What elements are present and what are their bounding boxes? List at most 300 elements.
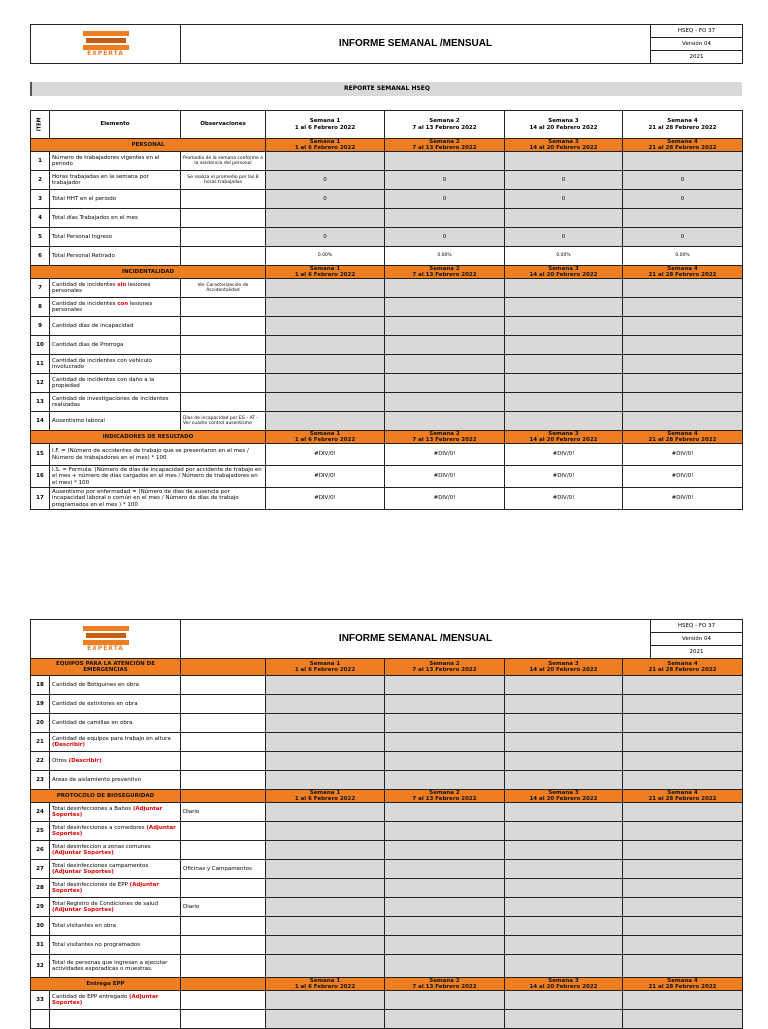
value-cell[interactable] — [266, 771, 385, 790]
value-cell[interactable] — [505, 936, 623, 955]
value-cell[interactable] — [266, 152, 385, 171]
value-cell[interactable] — [266, 279, 385, 298]
table-cell — [181, 317, 266, 336]
table-cell — [181, 991, 266, 1010]
cell-text: 14 al 20 Febrero 2022 — [529, 984, 598, 990]
table-cell: 1 — [31, 152, 50, 171]
cell-text: Total desinfeccion a zonas comunes — [52, 843, 151, 850]
value-cell[interactable] — [385, 393, 505, 412]
table-cell: 2 — [31, 171, 50, 190]
table-cell — [623, 790, 743, 803]
section-indicadores — [31, 431, 743, 444]
table-cell: #DIV/0! — [266, 488, 385, 510]
value-cell[interactable] — [505, 676, 623, 695]
value-cell[interactable] — [505, 822, 623, 841]
cell-text: Semana 1 — [309, 266, 341, 272]
table-row — [31, 336, 743, 355]
table-cell: 11 — [31, 355, 50, 374]
value-cell[interactable] — [266, 860, 385, 879]
value-cell[interactable] — [266, 917, 385, 936]
value-cell[interactable] — [266, 803, 385, 822]
cell-text: Semana 4 — [667, 118, 698, 124]
table-cell: #DIV/0! — [266, 466, 385, 488]
value-cell[interactable] — [505, 733, 623, 752]
value-cell[interactable] — [266, 412, 385, 431]
value-cell[interactable] — [505, 412, 623, 431]
value-cell[interactable] — [623, 374, 743, 393]
table-row — [31, 676, 743, 695]
value-cell[interactable] — [266, 955, 385, 978]
value-cell[interactable] — [266, 676, 385, 695]
cell-text: Semana 2 — [429, 978, 460, 984]
value-cell[interactable] — [623, 355, 743, 374]
column-header-row — [31, 111, 743, 139]
value-cell[interactable] — [505, 714, 623, 733]
cell-text: Semana 3 — [548, 431, 579, 437]
value-cell[interactable] — [505, 955, 623, 978]
value-cell[interactable] — [623, 279, 743, 298]
value-cell[interactable] — [266, 355, 385, 374]
value-cell[interactable] — [385, 860, 505, 879]
table-cell: #DIV/0! — [505, 488, 623, 510]
table-cell — [623, 266, 743, 279]
cell-text: 21 al 28 Febrero 2022 — [648, 667, 717, 673]
table-cell: INDICADORES DE RESULTADO — [31, 431, 266, 444]
table-row — [31, 466, 743, 488]
value-cell[interactable] — [623, 917, 743, 936]
value-cell[interactable] — [385, 917, 505, 936]
table-cell — [266, 139, 385, 152]
value-cell[interactable] — [385, 841, 505, 860]
cell-text: Semana 3 — [548, 790, 579, 796]
value-cell[interactable]: 0 — [385, 171, 505, 190]
value-cell[interactable] — [505, 695, 623, 714]
value-cell[interactable] — [266, 374, 385, 393]
table-cell — [181, 790, 266, 803]
table-cell: Total días Trabajados en el mes — [50, 209, 181, 228]
value-cell[interactable] — [385, 209, 505, 228]
table-cell: 18 — [31, 676, 50, 695]
table-row — [31, 228, 743, 247]
table-cell — [50, 803, 181, 822]
table-cell: #DIV/0! — [385, 466, 505, 488]
week4-header — [623, 111, 743, 139]
cell-text: 21 al 28 Febrero 2022 — [648, 437, 717, 443]
page2-header — [30, 619, 743, 659]
value-cell[interactable]: 0 — [623, 190, 743, 209]
table-row — [31, 355, 743, 374]
table-cell: 23 — [31, 771, 50, 790]
table-cell — [181, 676, 266, 695]
table-cell — [385, 139, 505, 152]
table-cell — [50, 752, 181, 771]
value-cell[interactable] — [266, 393, 385, 412]
table-row — [31, 412, 743, 431]
table-cell: 3 — [31, 190, 50, 209]
table-cell: 30 — [31, 917, 50, 936]
cell-text: 7 al 13 Febrero 2022 — [412, 667, 477, 673]
value-cell[interactable] — [623, 209, 743, 228]
value-cell[interactable]: 0 — [623, 171, 743, 190]
value-cell[interactable] — [385, 879, 505, 898]
table-cell — [181, 714, 266, 733]
highlight-text: sin — [117, 281, 127, 288]
value-cell[interactable] — [505, 841, 623, 860]
cell-text: Semana 3 — [548, 139, 579, 145]
cell-text: 1 al 6 Febrero 2022 — [294, 667, 356, 673]
table-row — [31, 317, 743, 336]
cell-text: Semana 1 — [309, 139, 341, 145]
table-cell: Total de personas que ingresan a ejecutar actividades esporadicas o muestras. — [50, 955, 181, 978]
value-cell[interactable] — [266, 879, 385, 898]
value-cell[interactable] — [505, 771, 623, 790]
value-cell[interactable] — [623, 714, 743, 733]
logo-text: EXPERTA — [87, 645, 124, 653]
table-cell: Total visitantes no programados — [50, 936, 181, 955]
value-cell[interactable]: 0 — [266, 190, 385, 209]
value-cell[interactable] — [623, 841, 743, 860]
value-cell[interactable] — [505, 279, 623, 298]
value-cell[interactable] — [266, 298, 385, 317]
value-cell[interactable] — [266, 317, 385, 336]
value-cell[interactable]: 0 — [266, 171, 385, 190]
table-cell — [181, 917, 266, 936]
cell-text: 21 al 28 Febrero 2022 — [648, 272, 717, 278]
table-cell: #DIV/0! — [385, 444, 505, 466]
table-cell: Total Personal Retirado — [50, 247, 181, 266]
table-cell: 9 — [31, 317, 50, 336]
table-row — [31, 898, 743, 917]
value-cell[interactable] — [623, 752, 743, 771]
table-row — [31, 733, 743, 752]
value-cell[interactable] — [385, 676, 505, 695]
value-cell[interactable] — [385, 355, 505, 374]
value-cell[interactable] — [505, 879, 623, 898]
table-cell: 12 — [31, 374, 50, 393]
cell-text: Semana 2 — [429, 139, 460, 145]
table-cell: Cantidad de incidentes con daño a la propiedad — [50, 374, 181, 393]
cell-text: 7 al 13 Febrero 2022 — [412, 437, 477, 443]
table-cell — [623, 431, 743, 444]
value-cell[interactable] — [623, 336, 743, 355]
value-cell[interactable] — [385, 336, 505, 355]
table-cell — [31, 1010, 50, 1029]
table-cell: 32 — [31, 955, 50, 978]
value-cell[interactable] — [385, 152, 505, 171]
value-cell[interactable] — [266, 336, 385, 355]
value-cell[interactable] — [623, 298, 743, 317]
table-cell — [50, 279, 181, 298]
cell-text: 14 al 20 Febrero 2022 — [529, 145, 598, 151]
value-cell[interactable] — [623, 803, 743, 822]
document-code: HSEQ - FO 37 — [651, 620, 743, 633]
section-equipos — [31, 659, 743, 676]
report-title: REPORTE SEMANAL HSEQ — [30, 82, 742, 96]
table-cell: Cantidad días de Prorroga — [50, 336, 181, 355]
table-cell: 21 — [31, 733, 50, 752]
value-cell[interactable] — [385, 822, 505, 841]
table-cell: 0.00% — [505, 247, 623, 266]
value-cell[interactable] — [623, 1010, 743, 1029]
value-cell[interactable] — [266, 841, 385, 860]
value-cell[interactable] — [505, 298, 623, 317]
cell-text: Total desinfecciones a Baños — [52, 805, 133, 812]
value-cell[interactable] — [385, 412, 505, 431]
table-cell — [181, 822, 266, 841]
highlight-text: (Describir) — [68, 757, 102, 764]
value-cell[interactable] — [623, 393, 743, 412]
cell-text: Semana 1 — [309, 661, 341, 667]
value-cell[interactable] — [385, 991, 505, 1010]
cell-text: Cantidad de incidentes — [52, 281, 118, 288]
table-cell: #DIV/0! — [623, 444, 743, 466]
table-cell: #DIV/0! — [623, 488, 743, 510]
value-cell[interactable] — [385, 695, 505, 714]
value-cell[interactable] — [385, 374, 505, 393]
document-version: Versión 04 — [651, 633, 743, 646]
cell-text: Cantidad de incidentes — [52, 300, 118, 307]
table-cell — [266, 266, 385, 279]
cell-text: 1 al 6 Febrero 2022 — [294, 796, 356, 802]
table-cell: 0.00% — [266, 247, 385, 266]
value-cell[interactable] — [266, 714, 385, 733]
table-cell — [266, 431, 385, 444]
value-cell[interactable] — [623, 733, 743, 752]
table-cell — [385, 790, 505, 803]
table-cell — [181, 336, 266, 355]
table-cell: 14 — [31, 412, 50, 431]
value-cell[interactable] — [623, 152, 743, 171]
table-row — [31, 247, 743, 266]
value-cell[interactable] — [266, 752, 385, 771]
table-cell — [181, 228, 266, 247]
table-row — [31, 374, 743, 393]
table-cell — [623, 659, 743, 676]
value-cell[interactable] — [385, 1010, 505, 1029]
value-cell[interactable] — [385, 898, 505, 917]
cell-text: ITEM — [36, 117, 43, 132]
cell-text: Semana 2 — [429, 266, 460, 272]
table-row — [31, 444, 743, 466]
document-code: HSEQ - FO 37 — [651, 25, 743, 38]
section-incidentalidad — [31, 266, 743, 279]
value-cell[interactable] — [385, 714, 505, 733]
value-cell[interactable] — [623, 317, 743, 336]
cell-text: 21 al 28 Febrero 2022 — [648, 124, 717, 131]
value-cell[interactable] — [385, 298, 505, 317]
cell-text: Semana 4 — [667, 139, 698, 145]
table-cell — [266, 790, 385, 803]
table-cell: 26 — [31, 841, 50, 860]
table-cell: PROTOCOLO DE BIOSEGURIDAD — [31, 790, 181, 803]
document-title: INFORME SEMANAL /MENSUAL — [181, 620, 651, 659]
table-row — [31, 171, 743, 190]
value-cell[interactable] — [266, 1010, 385, 1029]
value-cell[interactable] — [505, 898, 623, 917]
table-cell: Días de incapacidad por EG - AT - Ver cuadro control ausentismo — [181, 412, 266, 431]
document-year: 2021 — [651, 646, 743, 659]
table-cell: 6 — [31, 247, 50, 266]
table-cell — [50, 822, 181, 841]
cell-text: Semana 4 — [667, 431, 698, 437]
value-cell[interactable] — [505, 991, 623, 1010]
value-cell[interactable]: 0 — [385, 228, 505, 247]
value-cell[interactable] — [623, 898, 743, 917]
table-cell — [50, 898, 181, 917]
value-cell[interactable]: 0 — [505, 171, 623, 190]
table-cell: 0.00% — [623, 247, 743, 266]
value-cell[interactable] — [623, 936, 743, 955]
table-cell: Areas de aislamiento preventivo — [50, 771, 181, 790]
table-cell: Se realiza el promedio por las 8 horas trabajadas — [181, 171, 266, 190]
value-cell[interactable] — [505, 1010, 623, 1029]
value-cell[interactable] — [505, 917, 623, 936]
value-cell[interactable] — [505, 393, 623, 412]
value-cell[interactable] — [266, 936, 385, 955]
cell-text: Cantidad de EPP entregado — [52, 993, 129, 1000]
table-row — [31, 936, 743, 955]
value-cell[interactable] — [505, 803, 623, 822]
value-cell[interactable] — [505, 374, 623, 393]
table-cell — [181, 879, 266, 898]
cell-text: Cantidad de equipos para trabajo en altura — [52, 735, 171, 742]
element-column-header: Elemento — [50, 111, 181, 139]
table-cell: Cantidad de incidentes con vehiculo involucrado — [50, 355, 181, 374]
table-row — [31, 803, 743, 822]
value-cell[interactable] — [385, 771, 505, 790]
value-cell[interactable] — [623, 991, 743, 1010]
logo — [31, 620, 181, 659]
cell-text: 21 al 28 Febrero 2022 — [648, 796, 717, 802]
value-cell[interactable] — [623, 822, 743, 841]
value-cell[interactable] — [623, 955, 743, 978]
table-cell: Total visitantes en obra — [50, 917, 181, 936]
table-cell — [181, 247, 266, 266]
value-cell[interactable] — [505, 336, 623, 355]
value-cell[interactable] — [623, 879, 743, 898]
table-cell: 17 — [31, 488, 50, 510]
cell-text: Total Registro de Condiciones de salud — [52, 900, 158, 907]
table-row — [31, 860, 743, 879]
value-cell[interactable] — [623, 695, 743, 714]
table-row — [31, 879, 743, 898]
cell-text: 7 al 13 Febrero 2022 — [412, 145, 477, 151]
table-cell: Oficinas y Campamentos — [181, 860, 266, 879]
value-cell[interactable] — [385, 279, 505, 298]
table-row — [31, 298, 743, 317]
cell-text: 7 al 13 Febrero 2022 — [412, 796, 477, 802]
table-cell: 25 — [31, 822, 50, 841]
table-cell — [181, 1010, 266, 1029]
value-cell[interactable] — [385, 317, 505, 336]
section-entrega-epp — [31, 978, 743, 991]
report-table-page2 — [30, 658, 743, 1029]
table-cell — [181, 209, 266, 228]
table-row — [31, 917, 743, 936]
table-cell — [50, 298, 181, 317]
table-cell: INCIDENTALIDAD — [31, 266, 266, 279]
value-cell[interactable] — [266, 733, 385, 752]
table-cell — [385, 266, 505, 279]
table-cell: Cantidad días de incapacidad — [50, 317, 181, 336]
cell-text: Semana 3 — [548, 978, 579, 984]
table-cell — [505, 431, 623, 444]
value-cell[interactable] — [266, 991, 385, 1010]
table-cell: 29 — [31, 898, 50, 917]
table-cell — [623, 978, 743, 991]
table-cell — [505, 659, 623, 676]
section-personal — [31, 139, 743, 152]
value-cell[interactable] — [505, 860, 623, 879]
cell-text: Semana 1 — [309, 790, 341, 796]
table-cell: 4 — [31, 209, 50, 228]
table-cell: Promedio de la semana conforme a la asistencia del personal — [181, 152, 266, 171]
value-cell[interactable] — [623, 676, 743, 695]
table-cell: 8 — [31, 298, 50, 317]
cell-text: 21 al 28 Febrero 2022 — [648, 145, 717, 151]
value-cell[interactable] — [505, 317, 623, 336]
table-cell — [50, 1010, 181, 1029]
table-row — [31, 714, 743, 733]
value-cell[interactable]: 0 — [385, 190, 505, 209]
value-cell[interactable] — [623, 860, 743, 879]
value-cell[interactable] — [505, 209, 623, 228]
value-cell[interactable] — [505, 752, 623, 771]
value-cell[interactable] — [385, 955, 505, 978]
value-cell[interactable] — [385, 752, 505, 771]
table-cell — [181, 733, 266, 752]
cell-text: 1 al 6 Febrero 2022 — [294, 272, 356, 278]
table-row — [31, 991, 743, 1010]
cell-text: Semana 2 — [429, 790, 460, 796]
cell-text: 1 al 6 Febrero 2022 — [294, 124, 356, 131]
table-cell — [385, 659, 505, 676]
value-cell[interactable] — [385, 803, 505, 822]
value-cell[interactable]: 0 — [266, 228, 385, 247]
table-cell: #DIV/0! — [505, 466, 623, 488]
document-year: 2021 — [651, 51, 743, 64]
value-cell[interactable] — [385, 733, 505, 752]
week3-header — [505, 111, 623, 139]
cell-text: Total desinfecciones campamentos — [52, 862, 149, 869]
table-cell: Cantidad de Botiquines en obra — [50, 676, 181, 695]
value-cell[interactable] — [505, 152, 623, 171]
value-cell[interactable] — [266, 822, 385, 841]
value-cell[interactable] — [505, 355, 623, 374]
value-cell[interactable] — [266, 898, 385, 917]
table-cell: Ausentismo por enfermedad = (Número de días de ausencia por incapacidad laboral o común en el mes / Número de días de trabajo programados en el mes ) * 100 — [50, 488, 266, 510]
table-cell — [50, 733, 181, 752]
value-cell[interactable] — [623, 771, 743, 790]
table-row — [31, 393, 743, 412]
value-cell[interactable]: 0 — [623, 228, 743, 247]
logo-text: EXPERTA — [87, 50, 124, 58]
value-cell[interactable] — [266, 209, 385, 228]
table-cell: 15 — [31, 444, 50, 466]
value-cell[interactable]: 0 — [505, 228, 623, 247]
value-cell[interactable] — [623, 412, 743, 431]
value-cell[interactable] — [385, 936, 505, 955]
value-cell[interactable] — [266, 695, 385, 714]
table-row — [31, 695, 743, 714]
table-cell — [181, 393, 266, 412]
table-row — [31, 279, 743, 298]
table-cell: 33 — [31, 991, 50, 1010]
table-cell: 7 — [31, 279, 50, 298]
value-cell[interactable]: 0 — [505, 190, 623, 209]
cell-text: 14 al 20 Febrero 2022 — [529, 124, 598, 131]
cell-text: Semana 3 — [548, 266, 579, 272]
